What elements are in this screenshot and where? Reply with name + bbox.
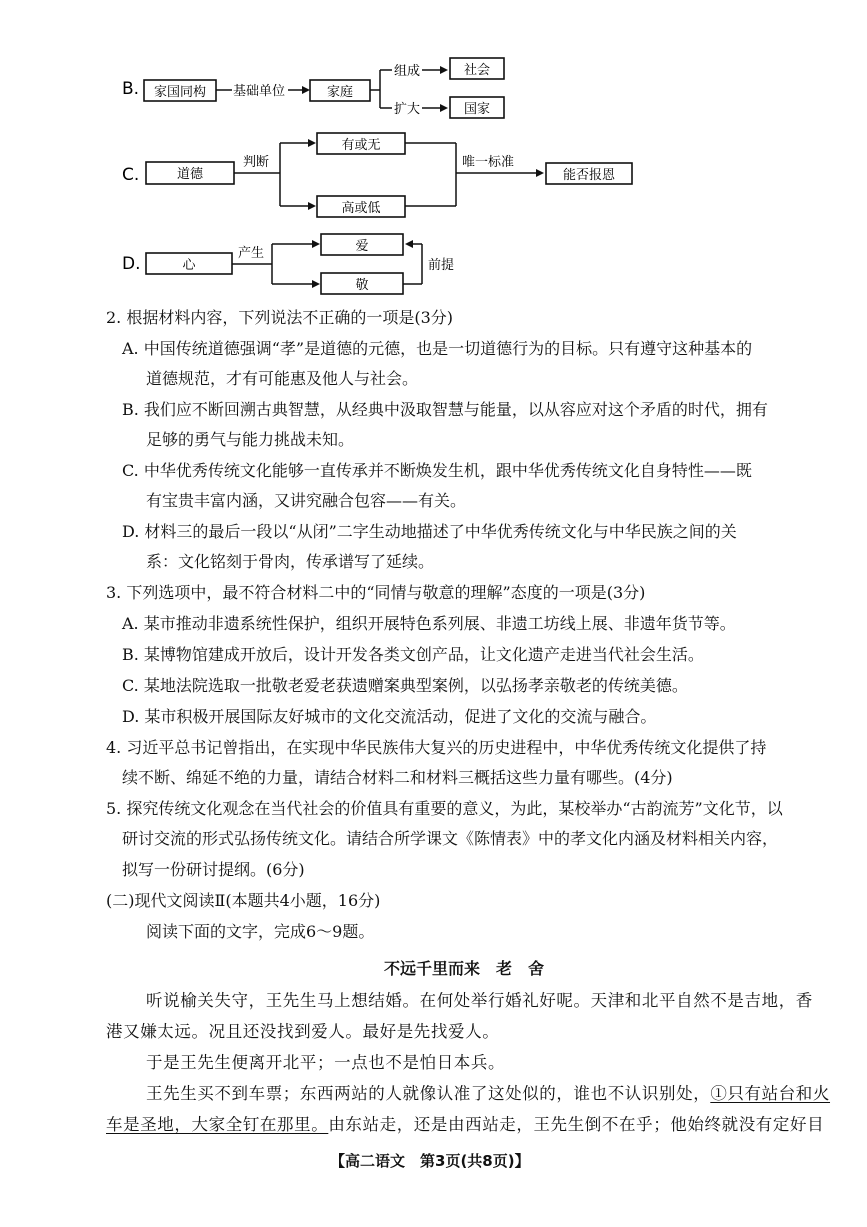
passage-p2: 于是王先生便离开北平；一点也不是怕日本兵。 [146, 1053, 506, 1072]
passage-p1-line2: 港又嫌太远。况且还没找到爱人。最好是先找爱人。 [106, 1022, 500, 1041]
box-nengfou-baoen-text: 能否报恩 [562, 168, 616, 183]
box-youhuowu-text: 有或无 [341, 138, 381, 153]
q4-line2: 续不断、绵延不绝的力量，请结合材料二和材料三概括这些力量有哪些。(4分) [122, 768, 673, 787]
passage-underlined-sentence-1b: 车是圣地，大家全钉在那里。 [106, 1115, 329, 1134]
q3-option-d: D. 某市积极开展国际友好城市的文化交流活动，促进了文化的交流与融合。 [122, 707, 657, 726]
option-d-label: D. [122, 254, 141, 274]
passage-p1-line1: 听说榆关失守，王先生马上想结婚。在何处举行婚礼好呢。天津和北平自然不是吉地，香 [146, 991, 813, 1010]
section-instruction: 阅读下面的文字，完成6～9题。 [146, 922, 375, 941]
q2-option-c-line1: C. 中华优秀传统文化能够一直传承并不断焕发生机，跟中华优秀传统文化自身特性——既 [122, 461, 752, 480]
link-chansheng: 产生 [238, 246, 265, 261]
q3-option-c: C. 某地法院选取一批敬老爱老获遗赠案典型案例，以弘扬孝亲敬老的传统美德。 [122, 676, 688, 695]
q3-option-b: B. 某博物馆建成开放后，设计开发各类文创产品，让文化遗产走进当代社会生活。 [122, 645, 704, 664]
passage-underlined-sentence-1a: ①只有站台和火 [710, 1084, 831, 1103]
q2-option-a-line1: A. 中国传统道德强调“孝”是道德的元德，也是一切道德行为的目标。只有遵守这种基本的 [122, 339, 753, 358]
q5-line2: 研讨交流的形式弘扬传统文化。请结合所学课文《陈情表》中的孝文化内涵及材料相关内容， [122, 829, 779, 848]
page-footer: 【高二语文 第3页(共8页)】 [330, 1152, 530, 1170]
link-weiyi-biaozhun: 唯一标准 [462, 155, 515, 170]
q2-option-d-line2: 系：文化铭刻于骨肉，传承谱写了延续。 [146, 552, 435, 571]
q4-line1: 4. 习近平总书记曾指出，在实现中华民族伟大复兴的历史进程中，中华优秀传统文化提供了持 [106, 738, 767, 757]
box-xin-text: 心 [182, 258, 196, 273]
arrow-kuoda: 扩大 [394, 102, 421, 117]
q2-option-b-line2: 足够的勇气与能力挑战未知。 [146, 430, 355, 449]
box-daode-text: 道德 [176, 167, 204, 182]
option-b-label: B. [122, 79, 140, 99]
q2-option-b-line1: B. 我们应不断回溯古典智慧，从经典中汲取智慧与能量，以从容应对这个矛盾的时代，拥有 [122, 400, 768, 419]
box-guojia-text: 国家 [463, 102, 491, 117]
link-panduan: 判断 [243, 155, 270, 170]
section-heading: (二)现代文阅读Ⅱ(本题共4小题，16分) [106, 891, 381, 910]
link-qianti: 前提 [428, 258, 455, 273]
q2-option-d-line1: D. 材料三的最后一段以“从闭”二字生动地描述了中华优秀传统文化与中华民族之间的关 [122, 522, 737, 541]
q5-line1: 5. 探究传统文化观念在当代社会的价值具有重要的意义，为此，某校举办“古韵流芳”文化节，以 [106, 799, 783, 818]
option-diagrams [0, 0, 867, 300]
q2-option-c-line2: 有宝贵丰富内涵，又讲究融合包容——有关。 [146, 491, 467, 510]
box-jiaguo-tonggou-text: 家国同构 [153, 85, 207, 100]
passage-p3-line2-text: 由东站走，还是由西站走，王先生倒不在乎；他始终就没有定好目 [328, 1115, 825, 1134]
box-jing-text: 敬 [355, 278, 369, 293]
q2-stem: 2. 根据材料内容，下列说法不正确的一项是(3分) [106, 308, 454, 327]
arrow-zucheng: 组成 [394, 64, 421, 79]
box-ai-text: 爱 [355, 239, 369, 254]
q5-line3: 拟写一份研讨提纲。(6分) [122, 860, 305, 879]
passage-title: 不远千里而来 老 舍 [384, 959, 545, 978]
box-jiating-text: 家庭 [326, 85, 354, 100]
box-shehui-text: 社会 [463, 63, 491, 78]
link-jichu-danwei: 基础单位 [233, 84, 286, 99]
passage-p3-line1-text: 王先生买不到车票；东西两站的人就像认准了这处似的，谁也不认识别处， [146, 1084, 711, 1103]
q3-option-a: A. 某市推动非遗系统性保护，组织开展特色系列展、非遗工坊线上展、非遗年货节等。 [122, 614, 736, 633]
box-gaohuodi-text: 高或低 [341, 201, 381, 216]
q2-option-a-line2: 道德规范，才有可能惠及他人与社会。 [146, 369, 419, 388]
passage-p3-line1 [146, 1080, 830, 1104]
passage-p3-line2 [106, 1111, 824, 1135]
q3-stem: 3. 下列选项中，最不符合材料二中的“同情与敬意的理解”态度的一项是(3分) [106, 583, 646, 602]
option-c-label: C. [122, 165, 140, 185]
